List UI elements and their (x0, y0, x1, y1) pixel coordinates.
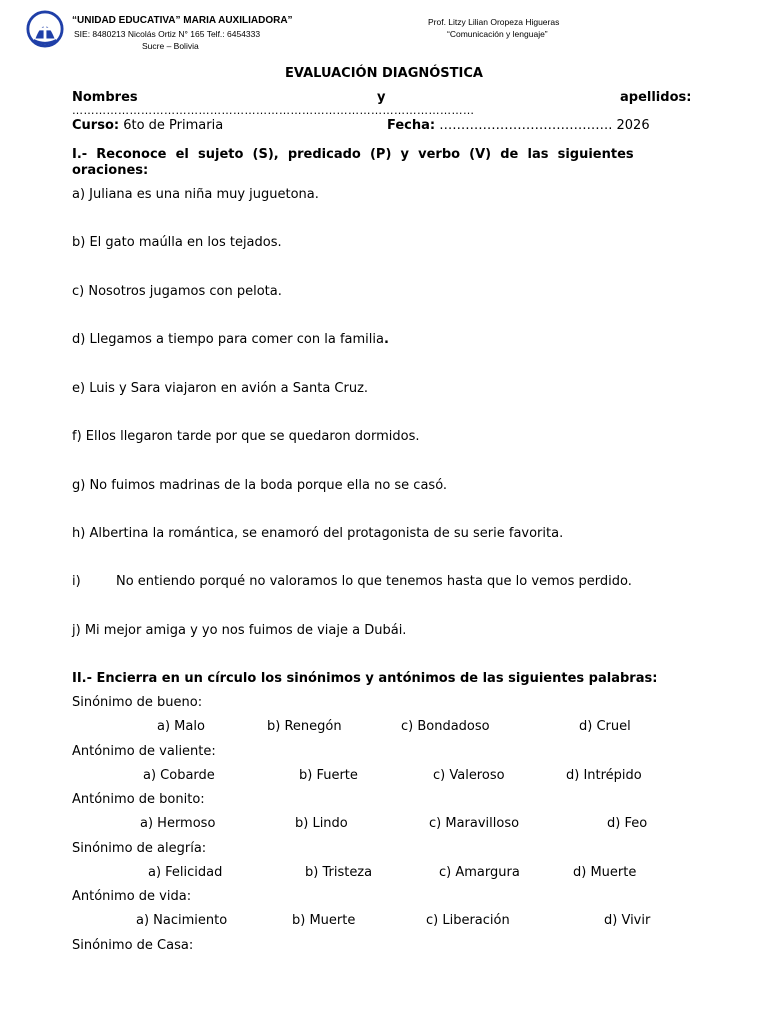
question-prompt: Sinónimo de Casa: (72, 938, 194, 953)
sentence-d-period: . (383, 332, 389, 347)
option-b[interactable]: b) Lindo (295, 816, 348, 831)
course-value: 6to de Primaria (123, 118, 224, 133)
date-field (387, 118, 650, 133)
question-prompt: Sinónimo de bueno: (72, 695, 203, 710)
option-c[interactable]: c) Liberación (426, 913, 510, 928)
school-crest-icon (26, 10, 64, 48)
question-prompt: Antónimo de bonito: (72, 792, 205, 807)
sentence-b: b) El gato maúlla en los tejados. (72, 235, 282, 250)
option-b[interactable]: b) Tristeza (305, 865, 373, 880)
question-prompt: Antónimo de vida: (72, 889, 192, 904)
sentence-g: g) No fuimos madrinas de la boda porque ella no se casó. (72, 478, 448, 493)
sentence-a: a) Juliana es una niña muy juguetona. (72, 187, 319, 202)
option-b[interactable]: b) Fuerte (299, 768, 358, 783)
sentence-c: c) Nosotros jugamos con pelota. (72, 284, 282, 299)
section1-heading-cont: oraciones: (72, 163, 149, 178)
sentence-d (72, 332, 389, 347)
names-line: …………………………………………………………………………………………… (72, 104, 475, 117)
names-label: Nombres (72, 90, 138, 105)
option-d[interactable]: d) Cruel (579, 719, 631, 734)
option-b[interactable]: b) Muerte (292, 913, 356, 928)
school-name: “UNIDAD EDUCATIVA” MARIA AUXILIADORA” (72, 15, 293, 26)
school-city: Sucre – Bolivia (142, 41, 199, 51)
and-label: y (377, 90, 386, 105)
option-d[interactable]: d) Feo (607, 816, 648, 831)
sentence-h: h) Albertina la romántica, se enamoró del protagonista de su serie favorita. (72, 526, 564, 541)
option-c[interactable]: c) Amargura (439, 865, 520, 880)
section1-heading: I.- Reconoce el sujeto (S), predicado (P) y verbo (V) de las siguientes (72, 147, 634, 162)
option-d[interactable]: d) Intrépido (566, 768, 642, 783)
option-a[interactable]: a) Hermoso (140, 816, 216, 831)
page-title: EVALUACIÓN DIAGNÓSTICA (285, 66, 483, 81)
surnames-label: apellidos: (620, 90, 692, 105)
sentence-i-label: i) (72, 574, 81, 589)
course-field (72, 118, 223, 133)
option-b[interactable]: b) Renegón (267, 719, 342, 734)
section2-heading: II.- Encierra en un círculo los sinónimos y antónimos de las siguientes palabras: (72, 671, 658, 686)
subject-name: “Comunicación y lenguaje” (447, 29, 548, 39)
course-label: Curso: (72, 118, 120, 133)
date-label: Fecha: (387, 118, 436, 133)
school-info: SIE: 8480213 Nicolás Ortiz N° 165 Telf.: 6454333 (74, 29, 261, 39)
question-prompt: Antónimo de valiente: (72, 744, 216, 759)
teacher-name: Prof. Litzy Lilian Oropeza Higueras (428, 17, 560, 27)
option-d[interactable]: d) Muerte (573, 865, 637, 880)
option-c[interactable]: c) Bondadoso (401, 719, 490, 734)
sentence-d-text: d) Llegamos a tiempo para comer con la familia (72, 332, 384, 347)
date-value: …………………………………. 2026 (439, 118, 650, 133)
sentence-f: f) Ellos llegaron tarde por que se quedaron dormidos. (72, 429, 420, 444)
sentence-i: No entiendo porqué no valoramos lo que tenemos hasta que lo vemos perdido. (116, 574, 632, 589)
option-a[interactable]: a) Cobarde (143, 768, 215, 783)
option-d[interactable]: d) Vivir (604, 913, 651, 928)
option-a[interactable]: a) Malo (157, 719, 205, 734)
option-c[interactable]: c) Valeroso (433, 768, 505, 783)
option-a[interactable]: a) Felicidad (148, 865, 223, 880)
question-prompt: Sinónimo de alegría: (72, 841, 207, 856)
sentence-j: j) Mi mejor amiga y yo nos fuimos de viaje a Dubái. (72, 623, 407, 638)
option-c[interactable]: c) Maravilloso (429, 816, 520, 831)
sentence-e: e) Luis y Sara viajaron en avión a Santa Cruz. (72, 381, 369, 396)
option-a[interactable]: a) Nacimiento (136, 913, 228, 928)
